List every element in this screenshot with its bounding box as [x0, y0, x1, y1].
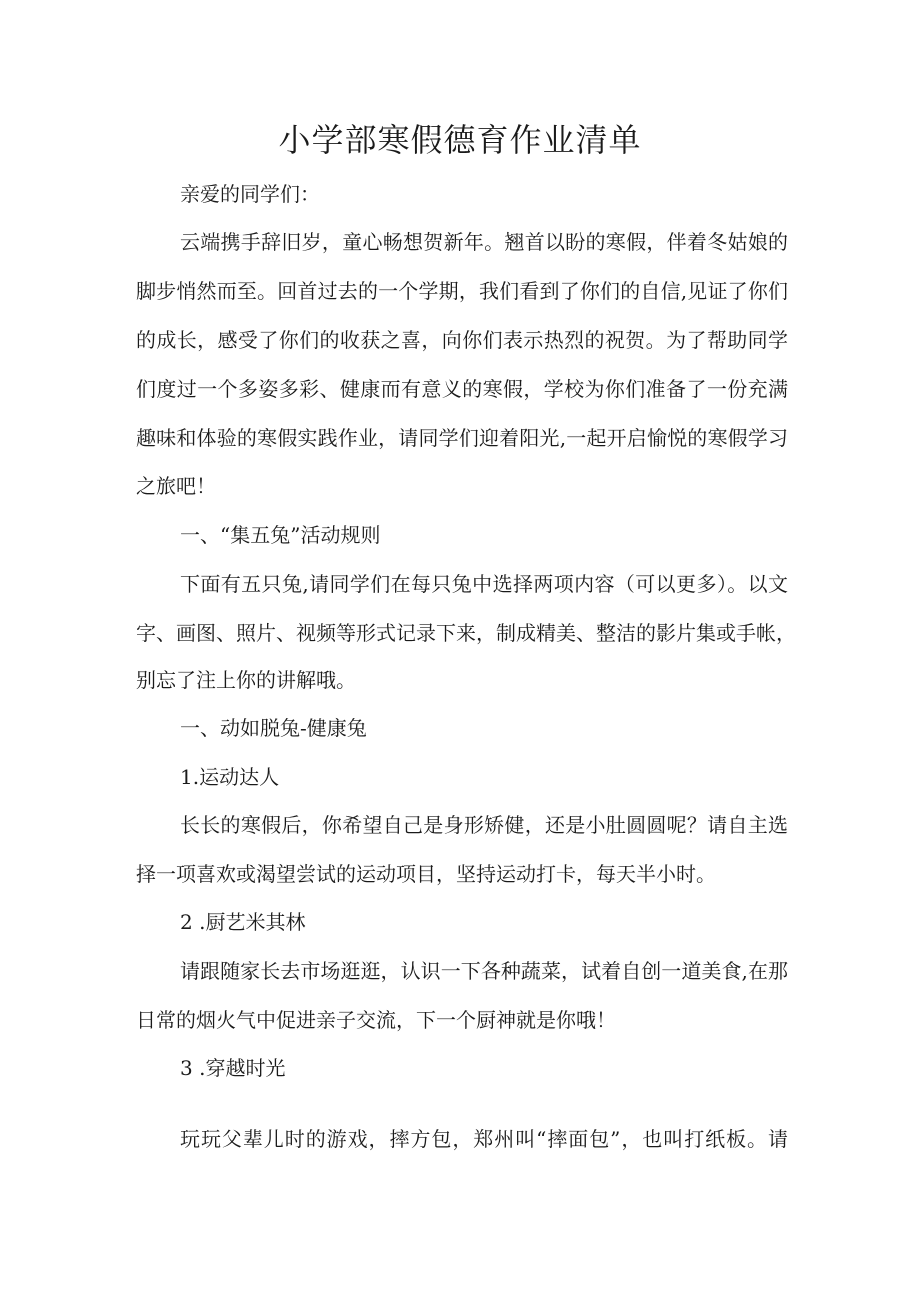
intro-line-5: 趣味和体验的寒假实践作业，请同学们迎着阳光,一起开启愉悦的寒假学习	[136, 426, 788, 450]
document-title: 小学部寒假德育作业清单	[278, 121, 642, 159]
item1-line-2: 择一项喜欢或渴望尝试的运动项目，坚持运动打卡，每天半小时。	[136, 862, 716, 886]
item1-line-1: 长长的寒假后，你希望自己是身形矫健，还是小肚圆圆呢？请自主选	[180, 813, 788, 837]
item2-line-2: 日常的烟火气中促进亲子交流，下一个厨神就是你哦！	[136, 1008, 616, 1032]
rules-line-3: 别忘了注上你的讲解哦。	[136, 668, 356, 692]
section-rules-heading: 一、“集五兔”活动规则	[180, 523, 381, 547]
item3-line-1: 玩玩父辈儿时的游戏，摔方包，郑州叫“摔面包”，也叫打纸板。请	[180, 1127, 788, 1151]
item2-heading: 2 .厨艺米其林	[180, 910, 306, 934]
greeting: 亲爱的同学们：	[180, 182, 320, 206]
intro-line-2: 脚步悄然而至。回首过去的一个学期，我们看到了你们的自信,见证了你们	[136, 279, 788, 303]
intro-line-3: 的成长，感受了你们的收获之喜，向你们表示热烈的祝贺。为了帮助同学	[136, 328, 788, 352]
rules-line-1: 下面有五只兔,请同学们在每只兔中选择两项内容（可以更多）。以文	[180, 572, 788, 596]
item3-heading: 3 .穿越时光	[180, 1056, 286, 1080]
section-rabbit-heading: 一、动如脱兔-健康兔	[180, 716, 367, 740]
rules-line-2: 字、画图、照片、视频等形式记录下来，制成精美、整洁的影片集或手帐，	[136, 621, 796, 645]
item2-line-1: 请跟随家长去市场逛逛，认识一下各种蔬菜，试着自创一道美食,在那	[180, 959, 788, 983]
intro-line-1: 云端携手辞旧岁，童心畅想贺新年。翘首以盼的寒假，伴着冬姑娘的	[180, 230, 788, 254]
intro-line-6: 之旅吧！	[136, 474, 216, 498]
item1-heading: 1.运动达人	[180, 765, 280, 789]
intro-line-4: 们度过一个多姿多彩、健康而有意义的寒假，学校为你们准备了一份充满	[136, 377, 788, 401]
